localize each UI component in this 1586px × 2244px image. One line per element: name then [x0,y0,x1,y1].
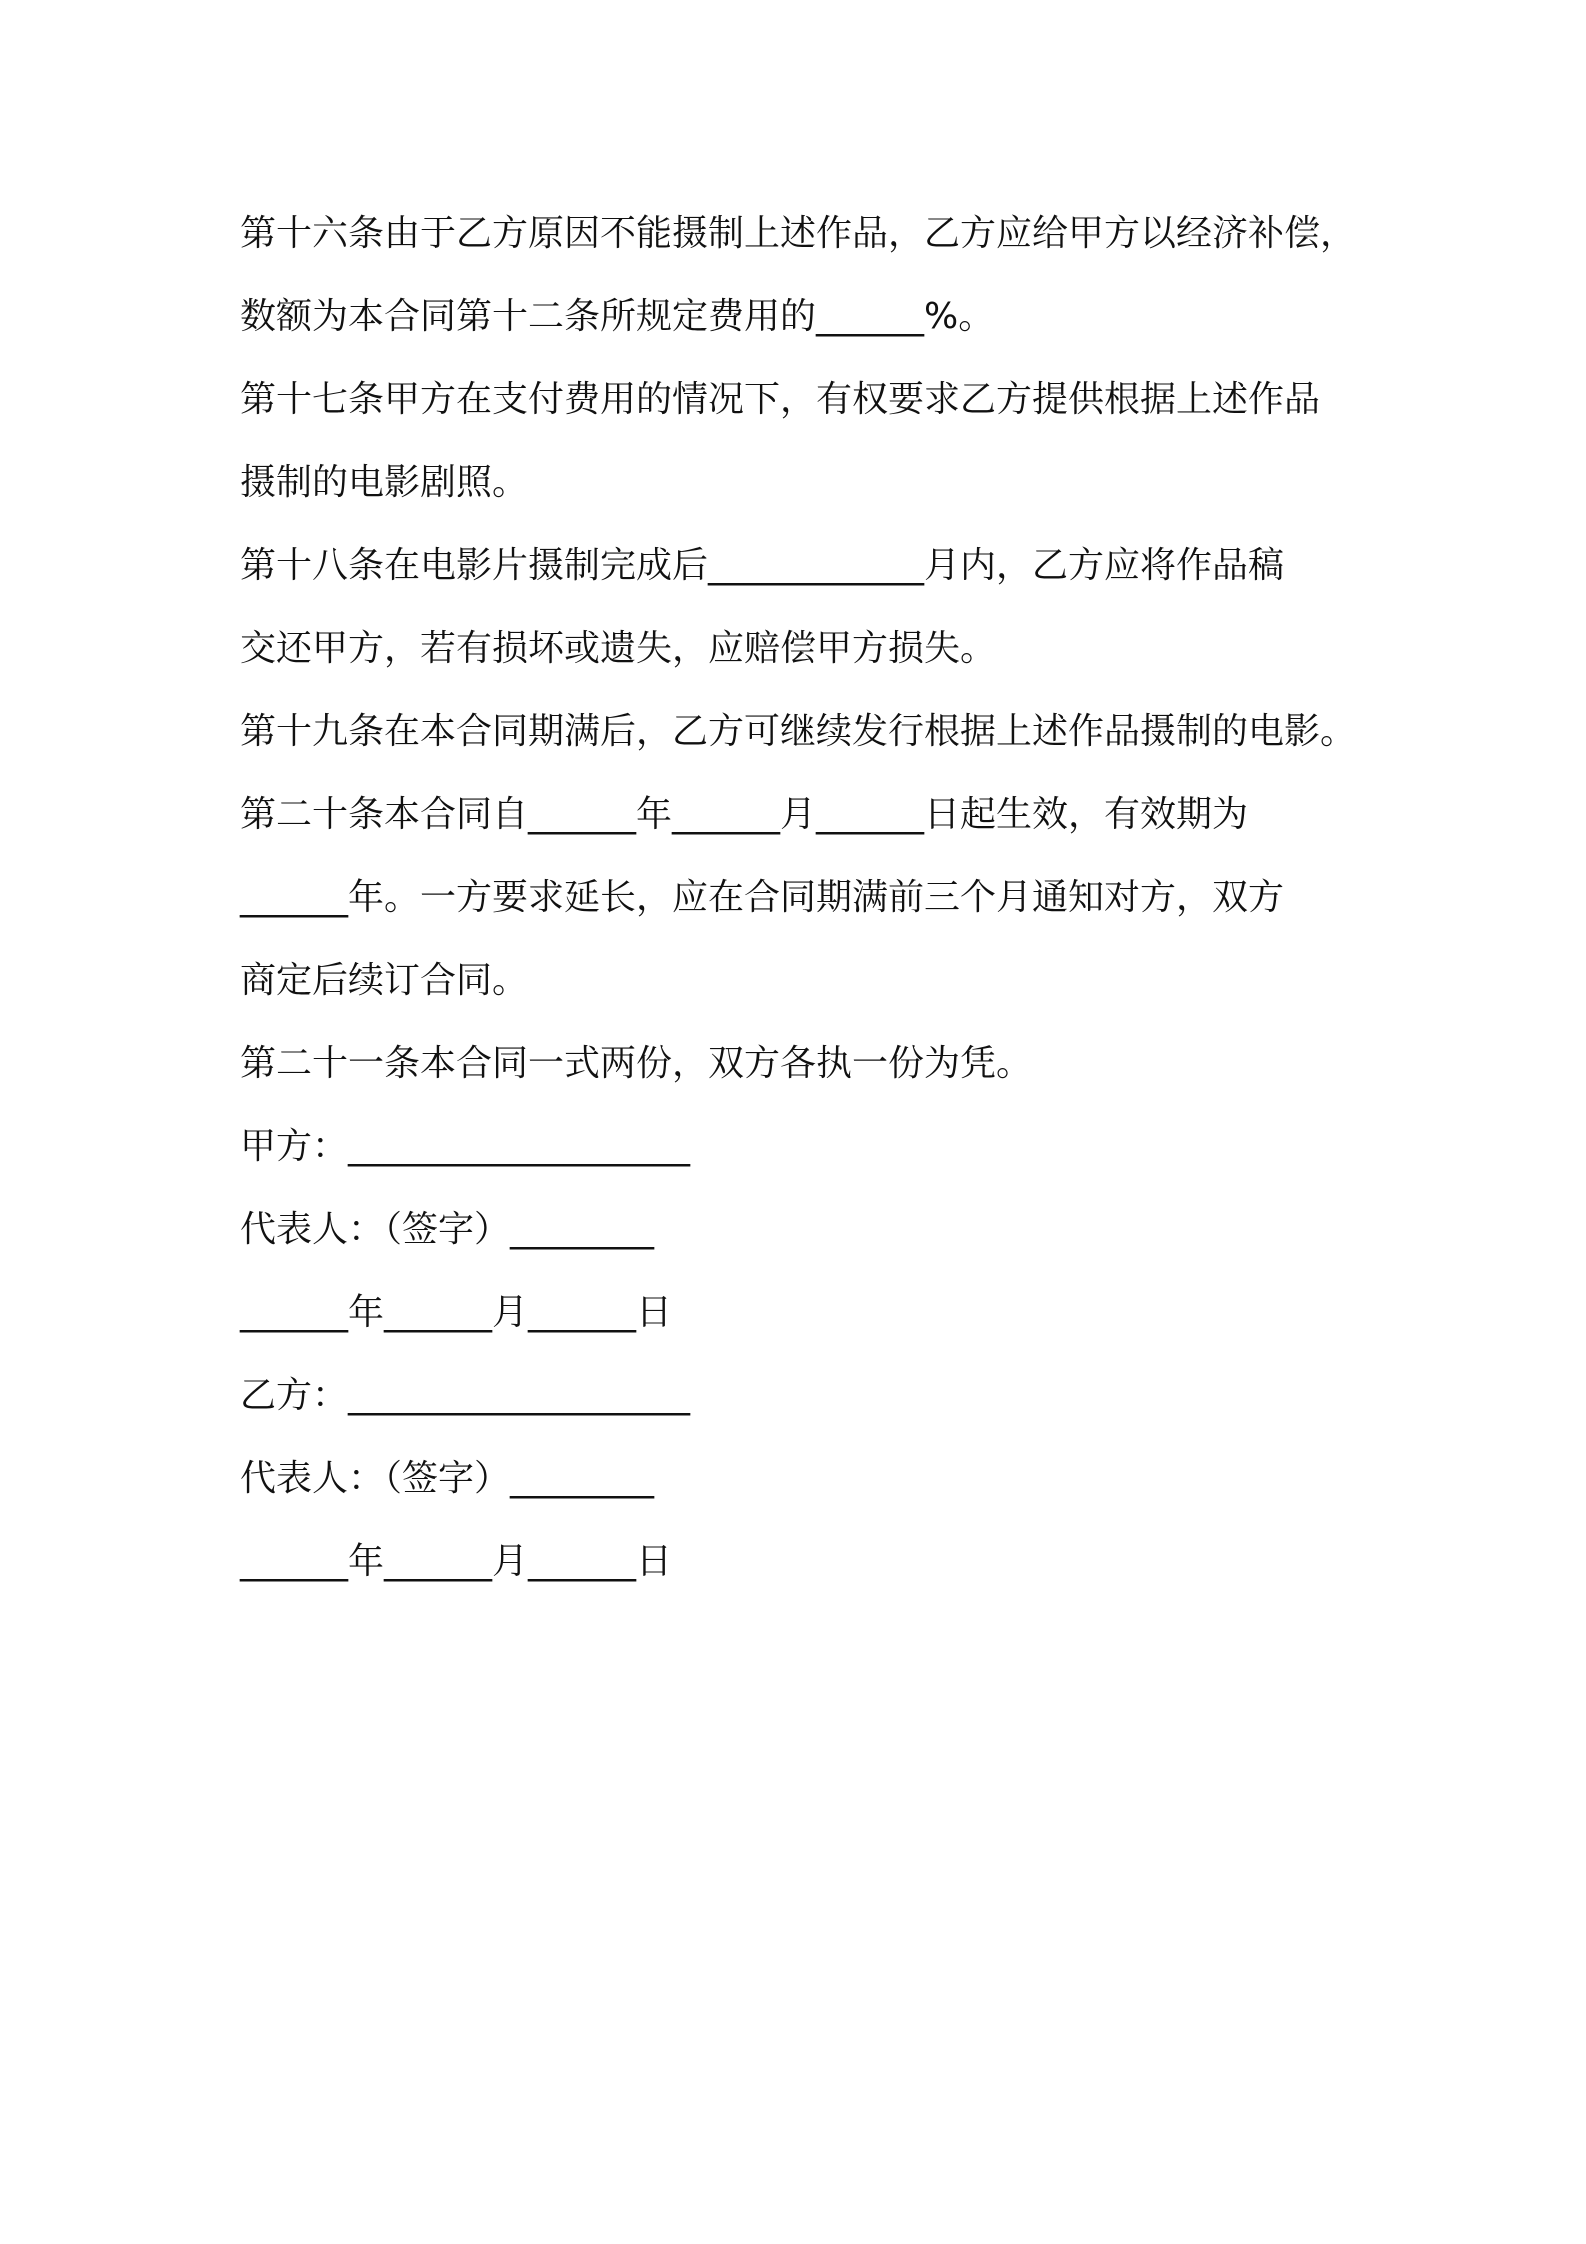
contract-body [240,192,1380,1603]
clause-17-line-2: 摄制的电影剧照。 [240,462,529,503]
party-a-line: 甲方：___________________ [240,1126,691,1167]
party-a-representative-line: 代表人：（签字）________ [240,1209,655,1250]
clause-20-line-2: ______年。一方要求延长，应在合同期满前三个月通知对方，双方 [240,877,1285,918]
party-b-line: 乙方：___________________ [240,1375,691,1416]
clause-17-line-1: 第十七条甲方在支付费用的情况下，有权要求乙方提供根据上述作品 [240,379,1321,420]
clause-18-line-1: 第十八条在电影片摄制完成后____________月内，乙方应将作品稿 [240,545,1285,586]
clause-20-line-1: 第二十条本合同自______年______月______日起生效，有效期为 [240,794,1249,835]
clause-16-line-2: 数额为本合同第十二条所规定费用的______%。 [240,296,995,337]
clause-20-line-3: 商定后续订合同。 [240,960,529,1001]
clause-19-line-1: 第十九条在本合同期满后，乙方可继续发行根据上述作品摄制的电影。 [240,711,1357,752]
clause-18-line-2: 交还甲方，若有损坏或遗失，应赔偿甲方损失。 [240,628,997,669]
party-a-date-line: ______年______月______日 [240,1292,672,1333]
party-b-date-line: ______年______月______日 [240,1541,672,1582]
clause-21-line-1: 第二十一条本合同一式两份，双方各执一份为凭。 [240,1043,1033,1084]
clause-16-line-1: 第十六条由于乙方原因不能摄制上述作品，乙方应给甲方以经济补偿， [240,213,1357,254]
party-b-representative-line: 代表人：（签字）________ [240,1458,655,1499]
